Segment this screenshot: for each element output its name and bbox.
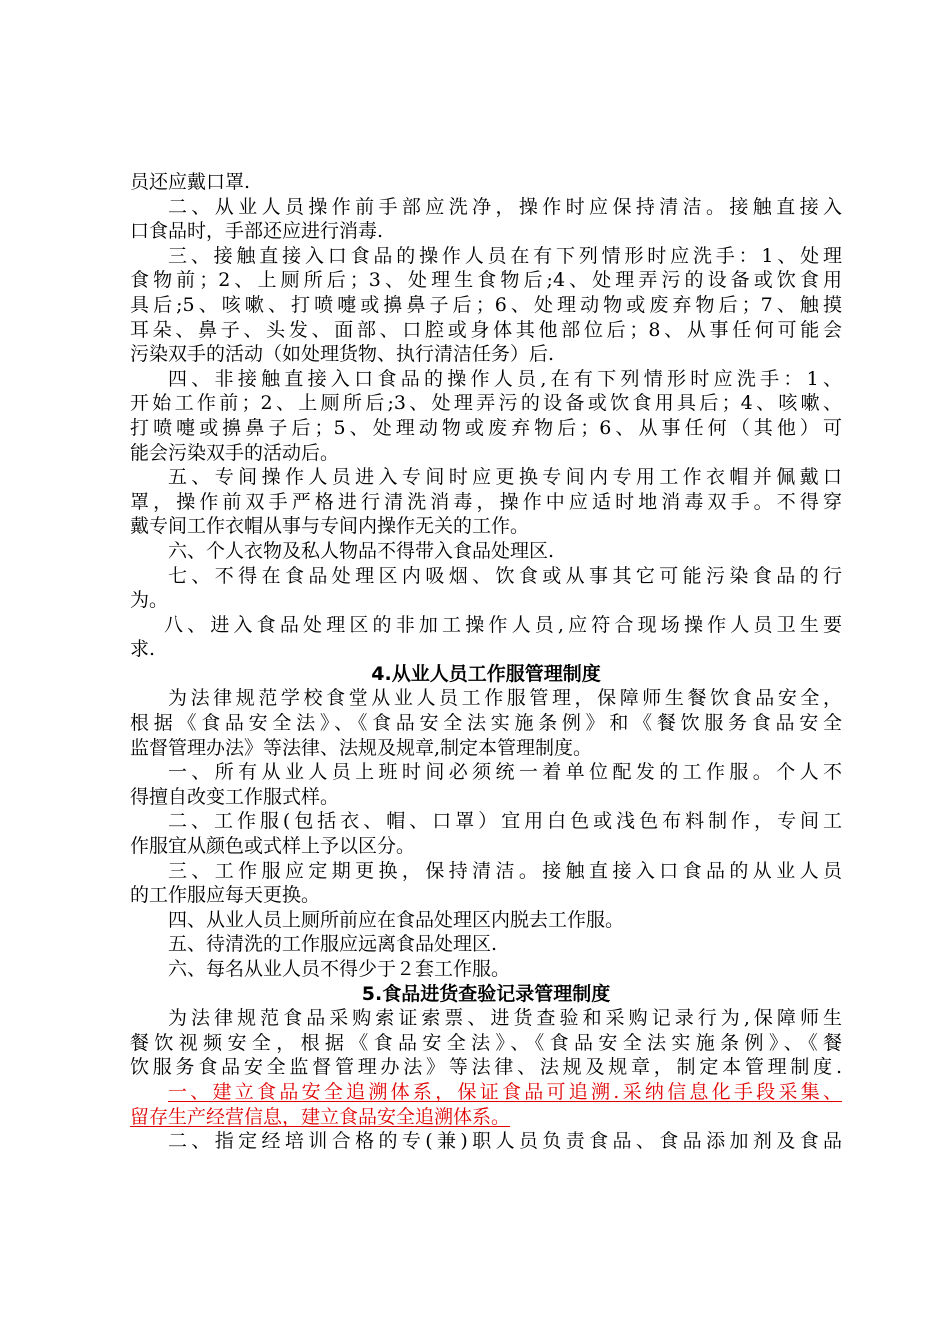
- text-line: 的工作服应每天更换。: [130, 884, 321, 907]
- text-line: 五、专间操作人员进入专间时应更换专间内专用工作衣帽并佩戴口: [168, 466, 842, 489]
- text-line: 能会污染双手的活动后。: [130, 441, 340, 464]
- text-line: 七、不得在食品处理区内吸烟、饮食或从事其它可能污染食品的行: [168, 564, 842, 587]
- text-line: 为法律规范食品采购索证索票、进货查验和采购记录行为,保障师生: [168, 1007, 842, 1030]
- text-line: 打喷嚏或擤鼻子后；5、处理动物或废弃物后；6、从事任何（其他）可: [130, 416, 842, 439]
- section-heading: 4.从业人员工作服管理制度: [371, 662, 601, 685]
- text-line: 二、工作服(包括衣、帽、口罩）宜用白色或浅色布料制作，专间工: [168, 810, 842, 833]
- text-line: 为。: [130, 589, 169, 612]
- highlighted-text-line: 一、建立食品安全追溯体系，保证食品可追溯.采纳信息化手段采集、: [168, 1080, 842, 1103]
- text-line: 开始工作前；2、上厕所后;3、处理弄污的设备或饮食用具后；4、咳嗽、: [130, 392, 842, 415]
- text-line: 戴专间工作衣帽从事与专间内操作无关的工作。: [130, 515, 530, 538]
- text-line: 口食品时，手部还应进行消毒.: [130, 220, 384, 243]
- text-line: 食物前；2、上厕所后；3、处理生食物后;4、处理弄污的设备或饮食用: [130, 269, 842, 292]
- highlighted-text-line: 留存生产经营信息，建立食品安全追溯体系。: [130, 1105, 511, 1128]
- text-line: 求.: [130, 638, 156, 661]
- document-page: [130, 170, 842, 1154]
- text-line: 四、非接触直接入口食品的操作人员,在有下列情形时应洗手：1、: [168, 367, 842, 390]
- text-line: 六、每名从业人员不得少于２套工作服。: [168, 958, 511, 980]
- text-line: 耳朵、鼻子、头发、面部、口腔或身体其他部位后；8、从事任何可能会: [130, 318, 842, 341]
- text-line: 污染双手的活动（如处理货物、执行清洁任务）后.: [130, 343, 555, 366]
- text-line: 三、工作服应定期更换，保持清洁。接触直接入口食品的从业人员: [168, 859, 842, 882]
- text-line: 为法律规范学校食堂从业人员工作服管理，保障师生餐饮食品安全，: [168, 687, 842, 710]
- text-line: 监督管理办法》等法律、法规及规章,制定本管理制度。: [130, 736, 593, 759]
- text-line: 二、从业人员操作前手部应洗净，操作时应保持清洁。接触直接入: [168, 195, 842, 218]
- text-line: 一、所有从业人员上班时间必须统一着单位配发的工作服。个人不: [168, 761, 842, 784]
- text-line: 具后;5、咳嗽、打喷嚏或擤鼻子后；6、处理动物或废弃物后；7、触摸: [130, 293, 842, 316]
- text-line: 得擅自改变工作服式样。: [130, 785, 340, 808]
- text-line: 三、接触直接入口食品的操作人员在有下列情形时应洗手：1、处理: [168, 244, 842, 267]
- text-line: 五、待清洗的工作服应远离食品处理区.: [168, 933, 498, 956]
- text-line: 八、进入食品处理区的非加工操作人员,应符合现场操作人员卫生要: [164, 613, 842, 636]
- text-line: 餐饮视频安全，根据《食品安全法》、《食品安全法实施条例》、《餐: [130, 1031, 842, 1054]
- text-line: 员还应戴口罩.: [130, 171, 251, 193]
- text-line: 根据《食品安全法》、《食品安全法实施条例》和《餐饮服务食品安全: [130, 712, 842, 735]
- text-line: 作服宜从颜色或式样上予以区分。: [130, 835, 416, 858]
- text-line: 六、个人衣物及私人物品不得带入食品处理区.: [168, 539, 555, 562]
- text-line: 饮服务食品安全监督管理办法》等法律、法规及规章，制定本管理制度.: [130, 1056, 842, 1079]
- text-line: 四、从业人员上厕所前应在食品处理区内脱去工作服。: [168, 908, 625, 931]
- section-heading: 5.食品进货查验记录管理制度: [361, 982, 611, 1005]
- text-line: 罩，操作前双手严格进行清洗消毒，操作中应适时地消毒双手。不得穿: [130, 490, 842, 513]
- text-line: 二、指定经培训合格的专(兼)职人员负责食品、食品添加剂及食品: [168, 1130, 842, 1153]
